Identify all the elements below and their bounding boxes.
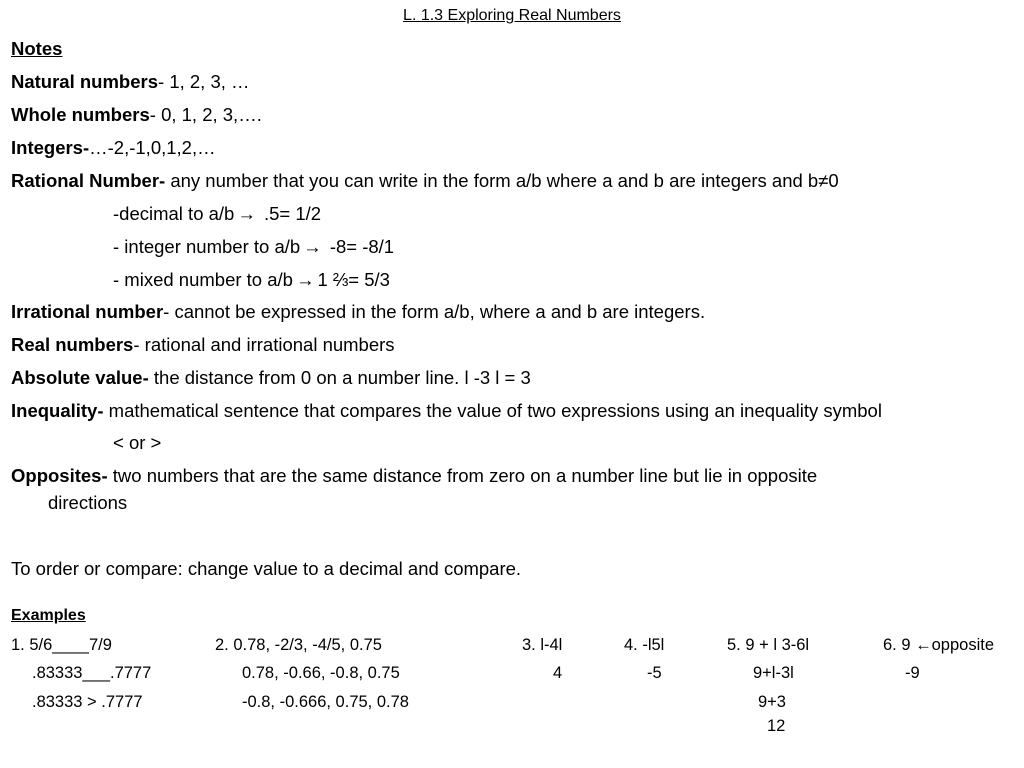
- example-1-step: .83333___.7777: [32, 664, 152, 682]
- definition-text: mathematical sentence that compares the value of two expressions using an inequality symbol: [103, 400, 882, 421]
- example-3-problem: 3. l-4l: [522, 636, 563, 654]
- rational-example-integer: [113, 236, 394, 258]
- arrow-right-icon: →: [303, 236, 322, 257]
- rational-example-decimal: [113, 203, 321, 225]
- definition-text: any number that you can write in the form a/b where a and b are integers and b≠0: [165, 170, 839, 191]
- term: Opposites-: [11, 465, 108, 486]
- term: Natural numbers: [11, 71, 159, 92]
- example-text: - integer number to a/b: [113, 236, 301, 257]
- example-2-problem: 2. 0.78, -2/3, -4/5, 0.75: [215, 636, 382, 654]
- def-inequality: [11, 400, 882, 422]
- example-result: 1 ⅔= 5/3: [317, 269, 390, 290]
- term: Inequality-: [11, 400, 104, 421]
- definition-text: …-2,-1,0,1,2,…: [89, 137, 216, 158]
- def-opposites: [11, 465, 817, 487]
- term: Real numbers: [11, 334, 134, 355]
- def-whole-numbers: [11, 104, 262, 126]
- term: Irrational number: [11, 301, 164, 322]
- example-5-answer: 12: [767, 717, 786, 735]
- definition-text: - rational and irrational numbers: [133, 334, 395, 355]
- example-text: - mixed number to a/b: [113, 269, 293, 290]
- definition-text: - 1, 2, 3, …: [158, 71, 250, 92]
- example-3-answer: 4: [553, 664, 563, 682]
- example-6-suffix: opposite: [931, 636, 994, 654]
- term: Rational Number-: [11, 170, 166, 191]
- example-6-problem: [883, 635, 994, 655]
- example-6-answer: -9: [905, 664, 920, 682]
- rational-example-mixed: [113, 269, 390, 291]
- example-4-answer: -5: [647, 664, 662, 682]
- def-rational-number: [11, 170, 839, 192]
- definition-text: - 0, 1, 2, 3,….: [149, 104, 262, 125]
- example-result: -8= -8/1: [329, 236, 395, 257]
- page-title: L. 1.3 Exploring Real Numbers: [403, 7, 621, 24]
- definition-text: the distance from 0 on a number line. l -3 l = 3: [148, 367, 531, 388]
- def-real-numbers: [11, 334, 395, 356]
- term: Integers-: [11, 137, 90, 158]
- def-natural-numbers: [11, 71, 250, 93]
- examples-heading: Examples: [11, 607, 86, 624]
- term: Whole numbers: [11, 104, 150, 125]
- arrow-right-icon: →: [295, 269, 315, 290]
- def-opposites-continued: directions: [48, 492, 128, 513]
- example-5-step-1: 9+l-3l: [753, 664, 794, 682]
- def-integers: [11, 137, 216, 159]
- example-6-prefix: 6. 9: [883, 636, 916, 654]
- inequality-symbols: < or >: [113, 432, 162, 453]
- example-5-step-2: 9+3: [758, 693, 786, 711]
- example-1-problem: 1. 5/6____7/9: [11, 636, 112, 654]
- example-text: -decimal to a/b: [113, 203, 235, 224]
- definition-text: - cannot be expressed in the form a/b, where a and b are integers.: [163, 301, 706, 322]
- arrow-left-icon: ←: [915, 636, 932, 654]
- example-5-problem: 5. 9 + l 3-6l: [727, 636, 810, 654]
- definition-text: two numbers that are the same distance from zero on a number line but lie in opposite: [107, 465, 818, 486]
- example-1-answer: .83333 > .7777: [32, 693, 143, 711]
- example-2-step: 0.78, -0.66, -0.8, 0.75: [242, 664, 400, 682]
- example-result: .5= 1/2: [263, 203, 322, 224]
- example-4-problem: 4. -l5l: [624, 636, 665, 654]
- order-note: To order or compare: change value to a decimal and compare.: [11, 558, 522, 579]
- arrow-right-icon: →: [237, 203, 256, 224]
- def-absolute-value: [11, 367, 531, 389]
- def-irrational-number: [11, 301, 705, 323]
- term: Absolute value-: [11, 367, 149, 388]
- notes-heading: Notes: [11, 38, 63, 59]
- example-2-answer: -0.8, -0.666, 0.75, 0.78: [242, 693, 409, 711]
